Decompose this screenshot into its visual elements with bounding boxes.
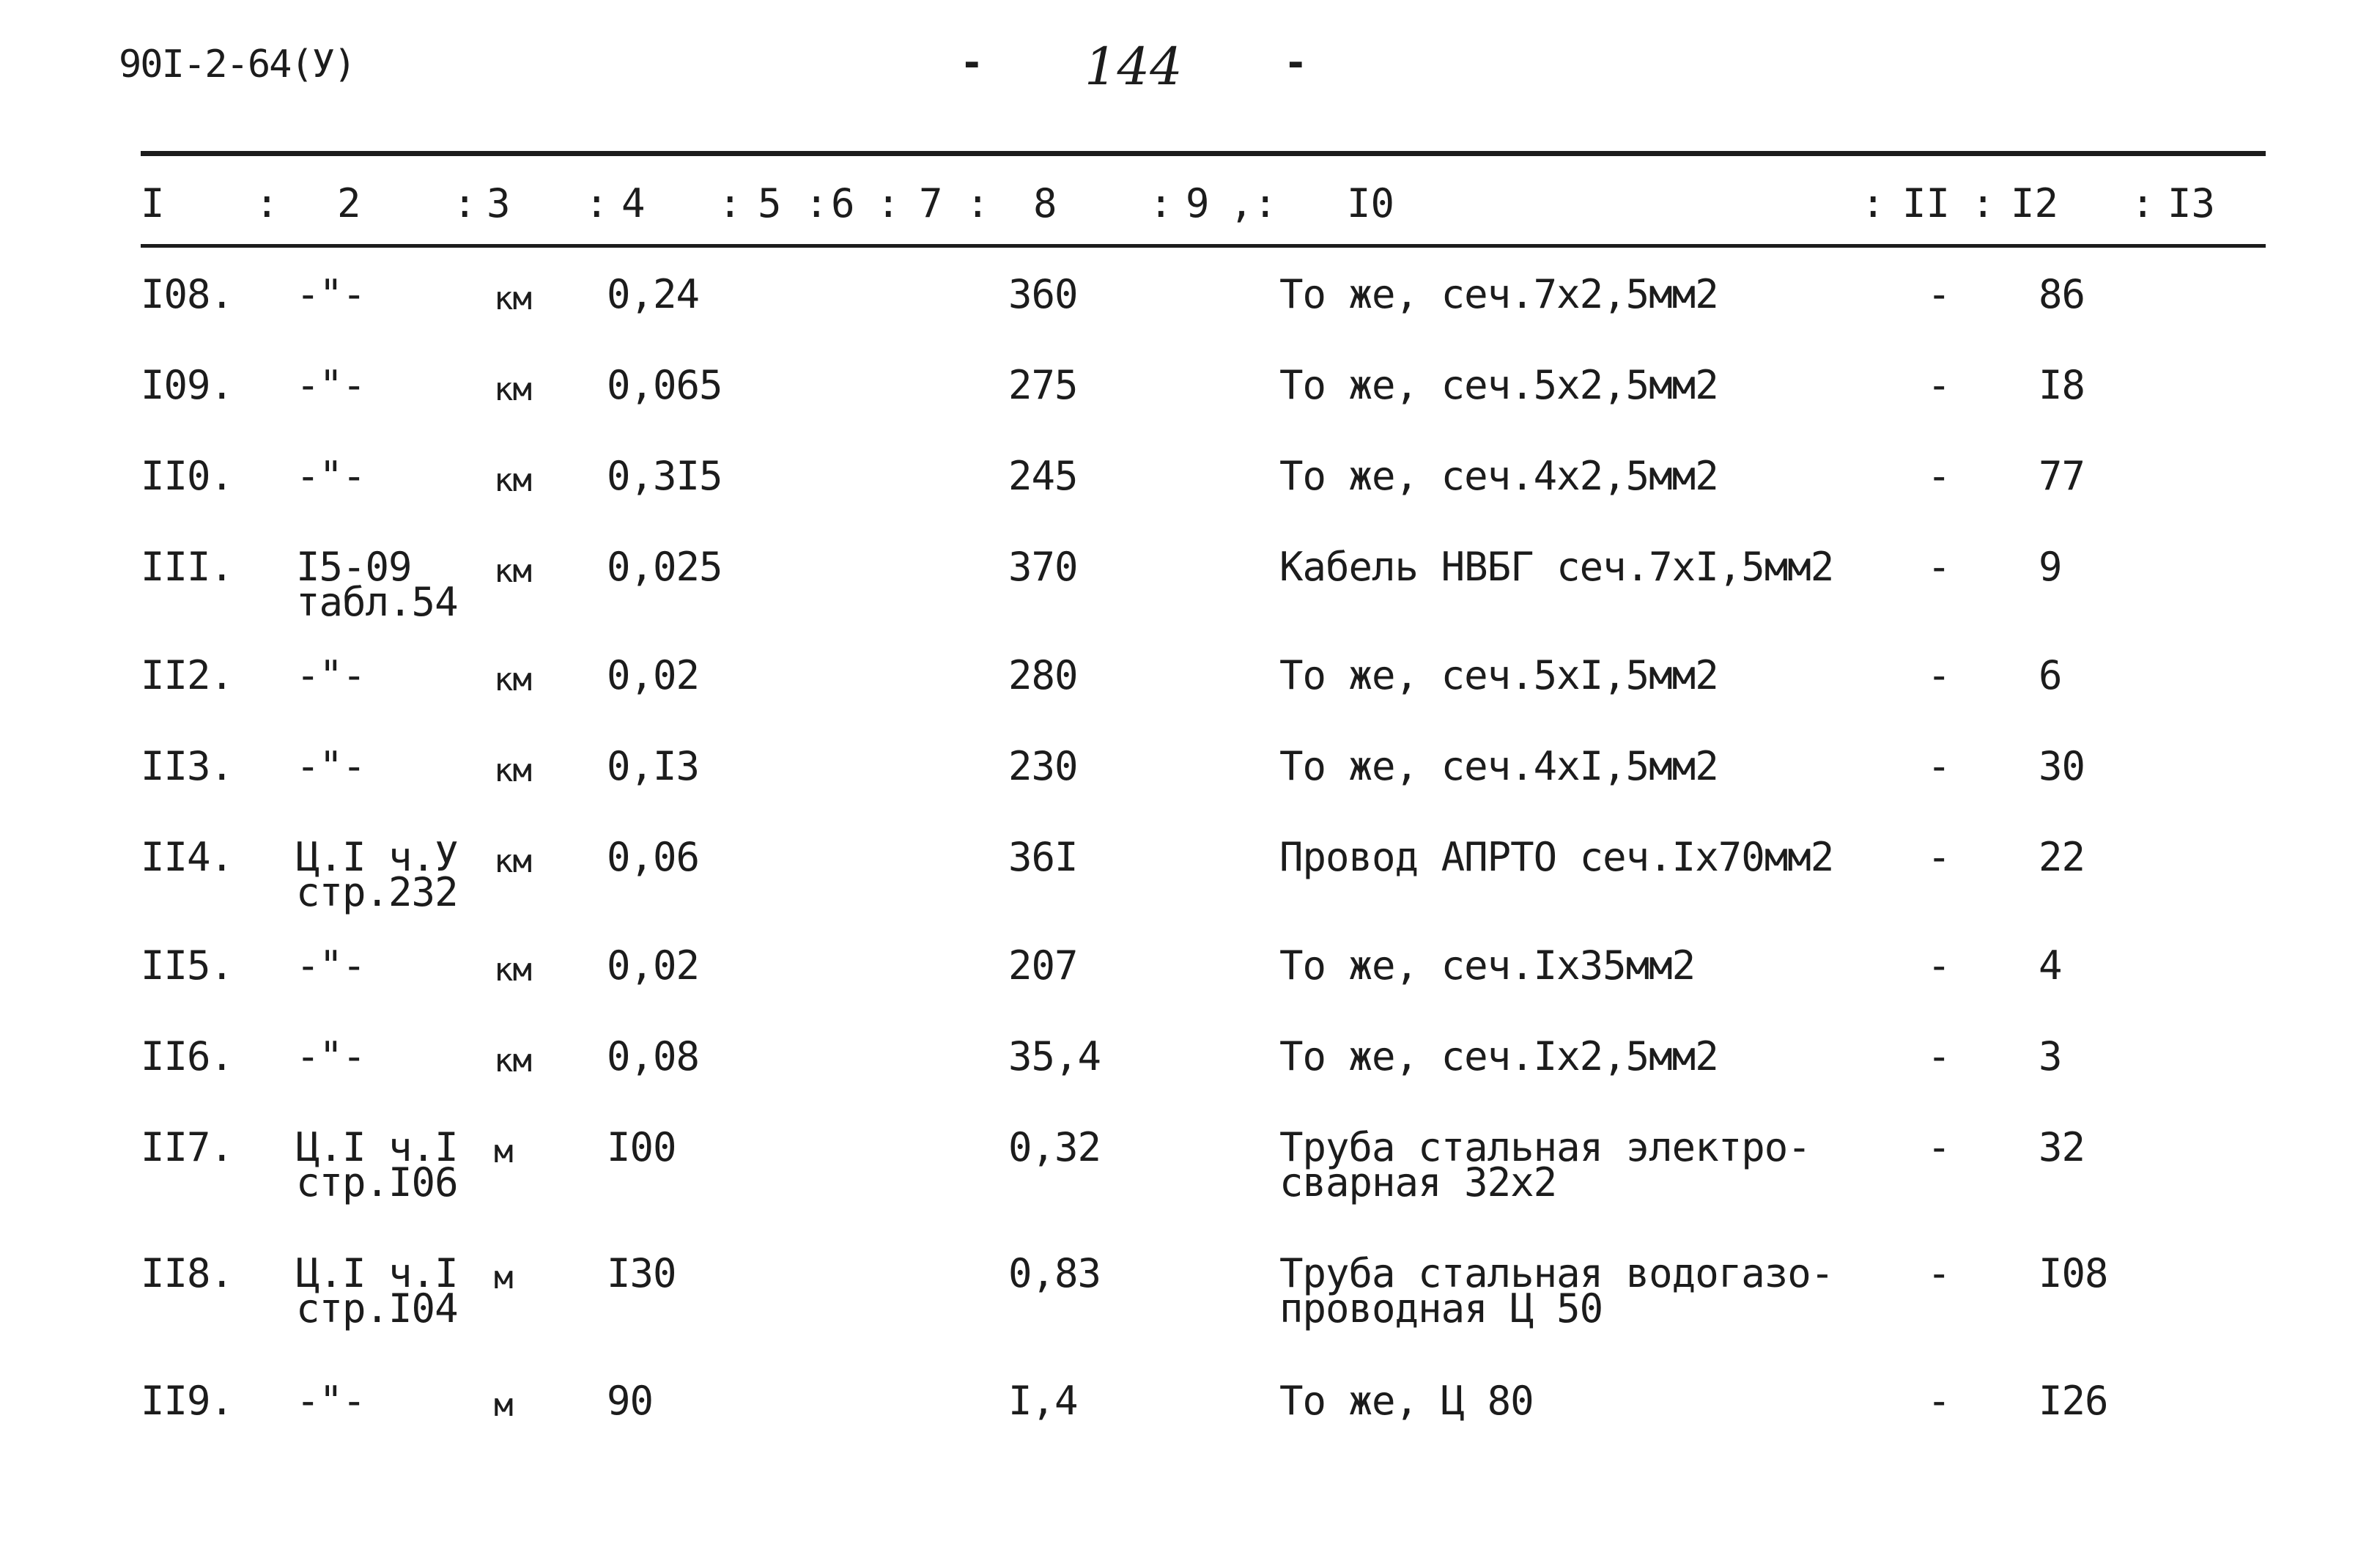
row-quantity: 0,06 [607, 834, 700, 880]
col-separator: : [876, 180, 901, 226]
row-unit-price: 0,32 [1008, 1124, 1101, 1170]
page-dash-left: - [960, 40, 984, 86]
page-dash-right: - [1284, 40, 1308, 86]
row-col11: - [1927, 544, 1951, 590]
row-reference: -"- [296, 453, 366, 499]
col-header-6: 6 [831, 180, 855, 226]
row-number: II8. [141, 1250, 234, 1296]
row-unit: км [494, 280, 531, 317]
row-col11: - [1927, 1250, 1951, 1296]
row-col11: - [1927, 743, 1951, 789]
row-reference: -"- [296, 652, 366, 698]
row-description: Труба стальная электро- сварная 32х2 [1279, 1124, 1811, 1206]
row-description: То же, сеч.Iх35мм2 [1279, 942, 1696, 989]
row-total: 6 [2039, 652, 2062, 698]
col-header-5: 5 [758, 180, 782, 226]
row-total: 4 [2039, 942, 2062, 989]
row-col11: - [1927, 652, 1951, 698]
row-unit-price: 35,4 [1008, 1033, 1101, 1079]
row-number: III. [141, 544, 234, 590]
row-quantity: 0,I3 [607, 743, 700, 789]
row-quantity: I30 [607, 1250, 676, 1296]
col-header-4: 4 [621, 180, 646, 226]
row-reference: -"- [296, 362, 366, 408]
row-col11: - [1927, 271, 1951, 317]
row-total: 77 [2039, 453, 2085, 499]
row-number: I08. [141, 271, 234, 317]
row-description: То же, сеч.5хI,5мм2 [1279, 652, 1718, 698]
row-total: I08 [2039, 1250, 2108, 1296]
row-quantity: 0,24 [607, 271, 700, 317]
col-header-12: I2 [2011, 180, 2059, 226]
col-separator: : [2131, 180, 2155, 226]
row-description: То же, сеч.Iх2,5мм2 [1279, 1033, 1718, 1079]
row-unit: км [494, 553, 531, 590]
row-number: II9. [141, 1378, 234, 1424]
row-quantity: 0,08 [607, 1033, 700, 1079]
table-top-rule [141, 151, 2266, 156]
row-unit: м [494, 1387, 513, 1424]
row-number: II4. [141, 834, 234, 880]
row-quantity: 0,02 [607, 652, 700, 698]
col-header-2: 2 [337, 180, 361, 226]
col-separator: : [805, 180, 829, 226]
row-col11: - [1927, 1378, 1951, 1424]
col-separator: : [453, 180, 477, 226]
row-unit: км [494, 371, 531, 408]
row-total: 30 [2039, 743, 2085, 789]
row-col11: - [1927, 1033, 1951, 1079]
row-description: То же, сеч.7х2,5мм2 [1279, 271, 1718, 317]
row-number: II5. [141, 942, 234, 989]
row-description: То же, сеч.4х2,5мм2 [1279, 453, 1718, 499]
row-unit-price: 280 [1008, 652, 1078, 698]
col-header-13: I3 [2168, 180, 2216, 226]
row-col11: - [1927, 362, 1951, 408]
row-unit-price: 230 [1008, 743, 1078, 789]
row-number: I09. [141, 362, 234, 408]
row-description: Провод АПРТО сеч.Iх70мм2 [1279, 834, 1834, 880]
col-header-9: 9 [1186, 180, 1210, 226]
row-quantity: I00 [607, 1124, 676, 1170]
row-col11: - [1927, 1124, 1951, 1170]
row-total: 86 [2039, 271, 2085, 317]
row-reference: -"- [296, 942, 366, 989]
row-reference: Ц.I ч.I стр.I04 [296, 1250, 458, 1332]
col-header-10: I0 [1347, 180, 1395, 226]
row-unit-price: 370 [1008, 544, 1078, 590]
page-number: 144 [1084, 37, 1183, 97]
row-reference: Ц.I ч.У стр.232 [296, 834, 458, 915]
row-col11: - [1927, 453, 1951, 499]
row-unit-price: 36I [1008, 834, 1078, 880]
col-separator: ,: [1230, 180, 1278, 226]
row-description: То же, Ц 80 [1279, 1378, 1534, 1424]
row-total: 9 [2039, 544, 2062, 590]
doc-code: 90I-2-64(У) [119, 43, 355, 86]
row-reference: I5-09 табл.54 [296, 544, 458, 625]
row-unit: м [494, 1133, 513, 1170]
row-unit-price: 245 [1008, 453, 1078, 499]
row-unit: км [494, 752, 531, 789]
row-reference: -"- [296, 1378, 366, 1424]
row-description: Кабель НВБГ сеч.7хI,5мм2 [1279, 544, 1834, 590]
row-quantity: 0,065 [607, 362, 722, 408]
col-header-11: II [1902, 180, 1951, 226]
row-description: Труба стальная водогазо- проводная Ц 50 [1279, 1250, 1834, 1332]
row-quantity: 90 [607, 1378, 654, 1424]
row-reference: -"- [296, 743, 366, 789]
row-total: 22 [2039, 834, 2085, 880]
col-separator: : [1149, 180, 1173, 226]
row-description: То же, сеч.4хI,5мм2 [1279, 743, 1718, 789]
row-unit-price: 275 [1008, 362, 1078, 408]
row-col11: - [1927, 834, 1951, 880]
row-unit: км [494, 661, 531, 698]
row-quantity: 0,3I5 [607, 453, 722, 499]
row-unit-price: I,4 [1008, 1378, 1078, 1424]
row-total: I8 [2039, 362, 2085, 408]
row-unit: км [494, 1042, 531, 1079]
col-separator: : [966, 180, 990, 226]
row-quantity: 0,02 [607, 942, 700, 989]
col-separator: : [718, 180, 742, 226]
row-unit: км [494, 462, 531, 499]
col-separator: : [585, 180, 609, 226]
row-quantity: 0,025 [607, 544, 722, 590]
row-unit-price: 207 [1008, 942, 1078, 989]
col-header-1: I [141, 180, 165, 226]
row-number: II7. [141, 1124, 234, 1170]
row-total: I26 [2039, 1378, 2108, 1424]
row-number: II2. [141, 652, 234, 698]
row-number: II3. [141, 743, 234, 789]
row-total: 32 [2039, 1124, 2085, 1170]
col-separator: : [1971, 180, 1995, 226]
row-unit: км [494, 951, 531, 989]
col-header-7: 7 [919, 180, 943, 226]
row-col11: - [1927, 942, 1951, 989]
row-number: II0. [141, 453, 234, 499]
col-separator: : [1861, 180, 1885, 226]
row-unit-price: 0,83 [1008, 1250, 1101, 1296]
row-reference: -"- [296, 271, 366, 317]
row-unit: км [494, 843, 531, 880]
row-number: II6. [141, 1033, 234, 1079]
row-reference: Ц.I ч.I стр.I06 [296, 1124, 458, 1206]
col-header-3: 3 [487, 180, 511, 226]
row-unit-price: 360 [1008, 271, 1078, 317]
row-unit: м [494, 1259, 513, 1296]
col-separator: : [255, 180, 279, 226]
row-description: То же, сеч.5х2,5мм2 [1279, 362, 1718, 408]
table-header-rule [141, 244, 2266, 248]
col-header-8: 8 [1033, 180, 1057, 226]
row-total: 3 [2039, 1033, 2062, 1079]
row-reference: -"- [296, 1033, 366, 1079]
